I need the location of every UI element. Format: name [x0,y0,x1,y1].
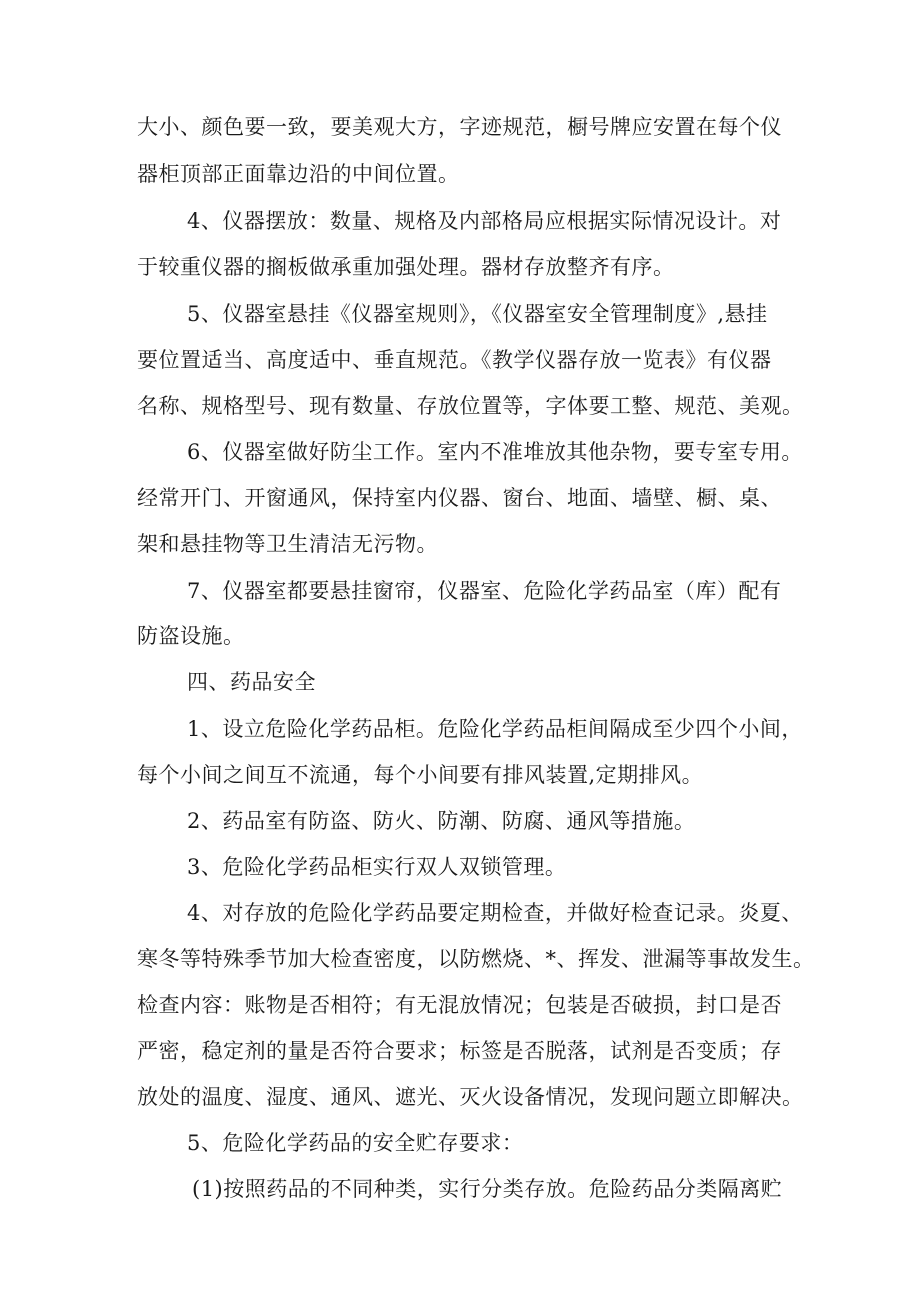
text-line: 2、药品室有防盗、防火、防潮、防腐、通风等措施。 [187,809,696,833]
text-line: 严密，稳定剂的量是否符合要求；标签是否脱落，试剂是否变质；存 [137,1039,782,1063]
text-line: 要位置适当、高度适中、垂直规范。《教学仪器存放一览表》有仪器 [137,348,772,372]
text-line: 4、对存放的危险化学药品要定期检查，并做好检查记录。炎夏、 [187,901,803,925]
text-line: 1、设立危险化学药品柜。危险化学药品柜间隔成至少四个小间， [187,717,803,741]
text-line: 5、危险化学药品的安全贮存要求： [187,1131,524,1155]
text-line: 架和悬挂物等卫生清洁无污物。 [137,532,438,556]
text-line: 7、仪器室都要悬挂窗帘，仪器室、危险化学药品室（库）配有 [187,579,782,603]
text-line: 6、仪器室做好防尘工作。室内不准堆放其他杂物，要专室专用。 [187,440,803,464]
text-line: 5、仪器室悬挂《仪器室规则》，《仪器室安全管理制度》,悬挂 [187,302,768,326]
text-line: 寒冬等特殊季节加大检查密度，以防燃烧、*、挥发、泄漏等事故发生。 [137,947,815,971]
text-line: 4、仪器摆放：数量、规格及内部格局应根据实际情况设计。对 [187,209,782,233]
text-line: 大小、颜色要一致，要美观大方，字迹规范，橱号牌应安置在每个仪 [137,115,782,139]
text-line: 3、危险化学药品柜实行双人双锁管理。 [187,855,567,879]
text-line: 器柜顶部正面靠边沿的中间位置。 [137,162,460,186]
section-heading: 四、药品安全 [187,670,316,694]
text-line: 检查内容：账物是否相符；有无混放情况；包装是否破损，封口是否 [137,993,782,1017]
text-line: 放处的温度、湿度、通风、遮光、灭火设备情况，发现问题立即解决。 [137,1085,804,1109]
text-line: 防盗设施。 [137,624,245,648]
text-line: 每个小间之间互不流通，每个小间要有排风装置,定期排风。 [137,763,704,787]
text-line: 经常开门、开窗通风，保持室内仪器、窗台、地面、墙壁、橱、桌、 [137,486,782,510]
text-line: 名称、规格型号、现有数量、存放位置等，字体要工整、规范、美观。 [137,394,804,418]
text-line: 于较重仪器的搁板做承重加强处理。器材存放整齐有序。 [137,255,675,279]
text-line: (1)按照药品的不同种类，实行分类存放。危险药品分类隔离贮 [192,1177,783,1201]
